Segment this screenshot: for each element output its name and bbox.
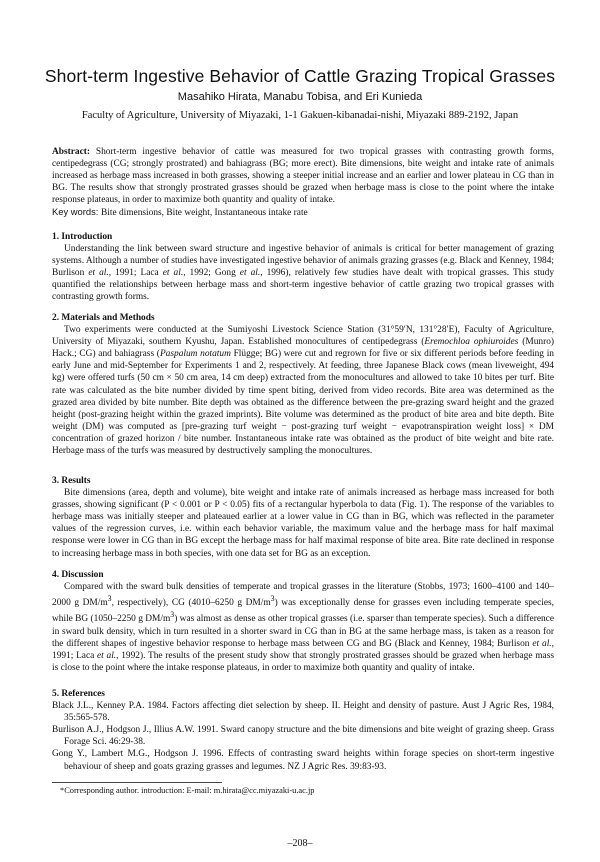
author-list: Masahiko Hirata, Manabu Tobisa, and Eri Kunieda	[177, 91, 423, 103]
section-introduction	[52, 231, 554, 304]
section-heading: 1. Introduction	[52, 232, 113, 242]
affiliation: Faculty of Agriculture, University of Miyazaki, 1-1 Gakuen-kibanadai-nishi, Miyazaki 889-2192, Japan	[81, 110, 519, 121]
footnote: *Corresponding author. introduction: E-mail: m.hirata@cc.miyazaki-u.ac.jp	[60, 786, 315, 795]
section-heading: 4. Discussion	[52, 570, 104, 580]
section-heading: 5. References	[52, 689, 105, 699]
abstract-label: Abstract:	[52, 147, 91, 157]
paragraph: Understanding the link between sward structure and ingestive behavior of animals is critical for better management of grazing systems. Although a number of studies have investigated ingestive behavior of animals grazing grasses (e.g. Black and Kenney, 1984; Burlison et al., 1991; Laca et al., 1992; Gong et al., 1996), relatively few studies have dealt with tropical grasses. This study quantified the relationships between herbage mass and short-term ingestive behavior of cattle grazing two tropical grasses with contrasting growth forms.	[52, 244, 555, 303]
section-results	[52, 475, 554, 560]
section-references	[52, 688, 554, 773]
keywords-label: Key words:	[52, 206, 99, 218]
paragraph: Two experiments were conducted at the Sumiyoshi Livestock Science Station (31°59′N, 131°28′E), Faculty of Agriculture, University of Miyazaki, southern Kyushu, Japan. Established monocultures of centipedegrass (Eremochloa ophiuroides (Munro) Hack.; CG) and bahiagrass (Paspalum notatum Flügge; BG) were cut and regrown for five or six different periods before feeding in early June and mid-September for Experiments 1 and 2, respectively. At feeding, three Japanese Black cows (mean liveweight, 494 kg) were offered turfs (50 cm × 50 cm area, 14 cm deep) extracted from the monocultures and allowed to take 10 bites per turf. Bite rate was calculated as the bite number divided by time spent biting, derived from video records. Bite area was determined as the grazed area divided by bite number. Bite depth was obtained as the difference between the pre-grazing sward height and the grazed height (post-grazing height within the grazed imprints). Bite volume was determined as the product of bite area and bite depth. Bite weight (DM) was computed as [pre-grazing turf weight − post-grazing turf weight − evapotranspiration weight loss] × DM concentration of grazed horizon / bite number. Instantaneous intake rate was obtained as the product of bite weight and bite rate. Herbage mass of the turfs was measured by destructively sampling the monocultures.	[52, 325, 555, 457]
paragraph: Compared with the sward bulk densities of temperate and tropical grasses in the literature (Stobbs, 1973; 1600–4100 and 140–2000 g $DM/m^3$, respectively), CG (4010–6250 g $DM/m^3$) was exceptionally dense for grasses even including temperate species, while BG (1050–2250 g $DM/m^3$) was almost as dense as other tropical grasses (i.e. sparser than temperate species). Such a difference in sward bulk density, which in turn resulted in a shorter sward in CG than in BG at the same herbage mass, is taken as a reason for the different shapes of ingestive behavior response to herbage mass between CG and BG (Black and Kenney, 1984; Burlison et al., 1991; Laca et al., 1992). The results of the present study show that strongly prostrated grasses should be grazed when herbage mass is close to the point where the intake response plateaus, in order to maximize both quantity and quality of intake.	[52, 582, 554, 673]
footnote-divider	[52, 782, 222, 783]
keywords-text: Bite dimensions, Bite weight, Instantaneous intake rate	[100, 208, 308, 219]
abstract-block	[52, 146, 554, 220]
section-discussion	[52, 569, 554, 674]
section-heading: 3. Results	[52, 476, 91, 486]
abstract-text: Short-term ingestive behavior of cattle was measured for two tropical grasses with contrasting growth forms, centipedegrass (CG; strongly prostrated) and bahiagrass (BG; more erect). Bite dimensions, bite weight and intake rate of animals increased as herbage mass increased in both grasses, showing a steeper initial increase and an earlier and lower plateau in CG than in BG. The results show that strongly prostrated grasses should be grazed when herbage mass is close to the point where the intake response plateaus, in order to maximize both quantity and quality of intake.	[52, 147, 554, 206]
section-heading: 2. Materials and Methods	[52, 313, 155, 323]
reference-item: Gong Y., Lambert M.G., Hodgson J. 1996. Effects of contrasting sward heights within forage species on short-term ingestive behaviour of sheep and goats grazing grasses and legumes. NZ J Agric Res. 39:83-93.	[52, 749, 554, 772]
section-methods	[52, 312, 554, 457]
paper-title: Short-term Ingestive Behavior of Cattle Grazing Tropical Grasses	[44, 66, 556, 86]
page-number: –208–	[287, 838, 313, 849]
reference-item: Burlison A.J., Hodgson J., Illius A.W. 1991. Sward canopy structure and the bite dimensions and bite weight of grazing sheep. Grass Forage Sci. 46:29-38.	[52, 725, 554, 748]
reference-item: Black J.L., Kenney P.A. 1984. Factors affecting diet selection by sheep. II. Height and density of pasture. Aust J Agric Res, 1984, 35:565-578.	[52, 701, 554, 724]
abstract	[52, 146, 554, 206]
keywords	[52, 206, 554, 219]
paragraph: Bite dimensions (area, depth and volume), bite weight and intake rate of animals increased as herbage mass increased for both grasses, showing significant (P < 0.001 or P < 0.05) fits of a rectangular hyperbola to data (Fig. 1). The response of the variables to herbage mass was initially steeper and plateaued earlier at a lower value in CG than in BG, which was reflected in the parameter values of the regression curves, i.e. within each behavior variable, the maximum value and the herbage mass for half maximal response were lower in CG than in BG except the herbage mass for half maximal response of bite area. Bite rate declined in response to increasing herbage mass in both species, with one data set for BG as an exception.	[52, 488, 554, 559]
